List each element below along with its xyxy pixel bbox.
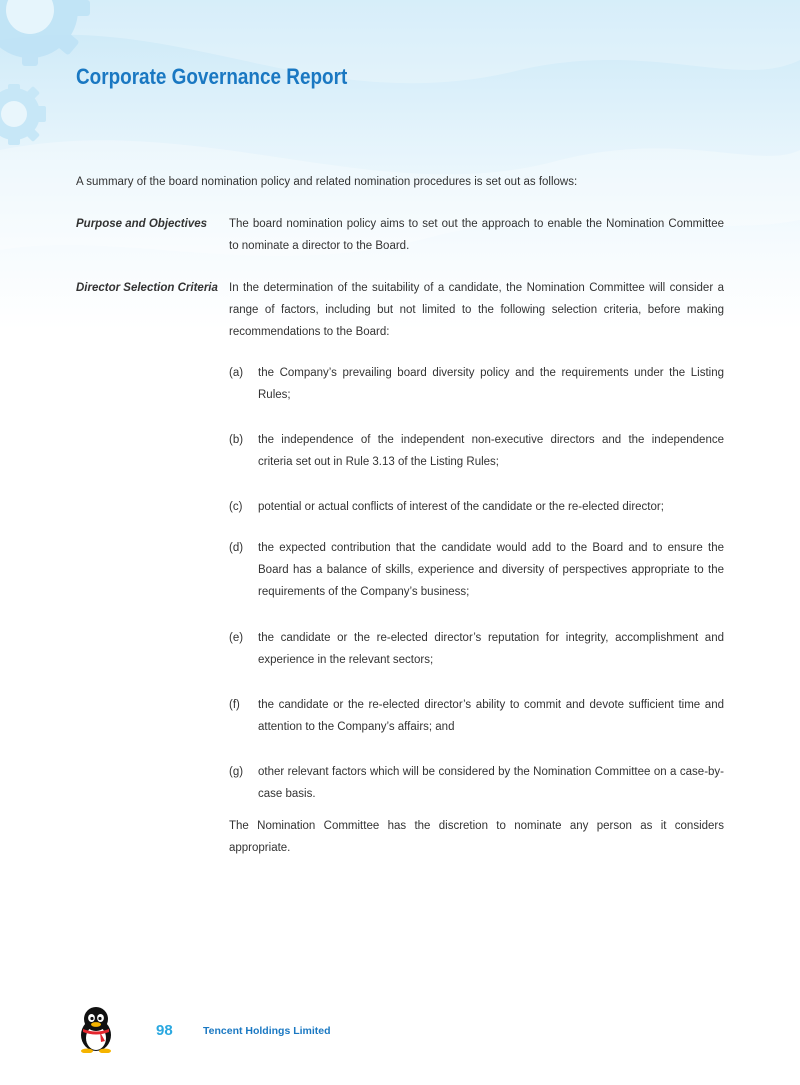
purpose-paragraph: The board nomination policy aims to set out the approach to enable the Nomination Committee to nominate a director to the Board. xyxy=(229,218,724,252)
item-text: the Company’s prevailing board diversity policy and the requirements under the Listing Rules; xyxy=(258,367,724,401)
item-text: the candidate or the re-elected director’s ability to commit and devote sufficient time and attention to the Company’s affairs; and xyxy=(258,699,724,733)
page-title: Corporate Governance Report xyxy=(76,64,348,89)
criteria-paragraph: In the determination of the suitability of a candidate, the Nomination Committee will consider a range of factors, including but not limited to the following selection criteria, before making recommendations to the Board: xyxy=(229,282,724,338)
item-marker: (c) xyxy=(229,501,243,513)
page-number: 98 xyxy=(156,1022,173,1039)
criteria-item xyxy=(229,627,724,671)
item-marker: (d) xyxy=(229,542,244,554)
closing-paragraph: The Nomination Committee has the discretion to nominate any person as it considers appropriate. xyxy=(229,820,724,854)
criteria-item xyxy=(229,362,724,406)
item-text: potential or actual conflicts of interest of the candidate or the re-elected director; xyxy=(258,501,664,513)
criteria-item xyxy=(229,761,724,805)
item-marker: (e) xyxy=(229,632,244,644)
item-text: the independence of the independent non-executive directors and the independence criteria set out in Rule 3.13 of the Listing Rules; xyxy=(258,434,724,468)
item-text: the candidate or the re-elected director’s reputation for integrity, accomplishment and experience in the relevant sectors; xyxy=(258,632,724,666)
section-label-purpose: Purpose and Objectives xyxy=(76,218,208,230)
intro-paragraph: A summary of the board nomination policy and related nomination procedures is set out as follows: xyxy=(76,176,578,188)
item-marker: (g) xyxy=(229,766,244,778)
criteria-item xyxy=(229,429,724,473)
section-label-criteria: Director Selection Criteria xyxy=(76,282,218,294)
footer-company-name: Tencent Holdings Limited xyxy=(203,1025,331,1037)
item-marker: (b) xyxy=(229,434,244,446)
criteria-item xyxy=(229,496,724,518)
item-text: the expected contribution that the candidate would add to the Board and to ensure the Board has a balance of skills, experience and diversity of perspectives appropriate to the requirements of the Company’s business; xyxy=(258,542,724,598)
criteria-item xyxy=(229,694,724,738)
criteria-item xyxy=(229,537,724,603)
penguin-logo-icon xyxy=(76,1005,116,1053)
item-marker: (a) xyxy=(229,367,244,379)
item-text: other relevant factors which will be considered by the Nomination Committee on a case-by-case basis. xyxy=(258,766,724,800)
item-marker: (f) xyxy=(229,699,240,711)
